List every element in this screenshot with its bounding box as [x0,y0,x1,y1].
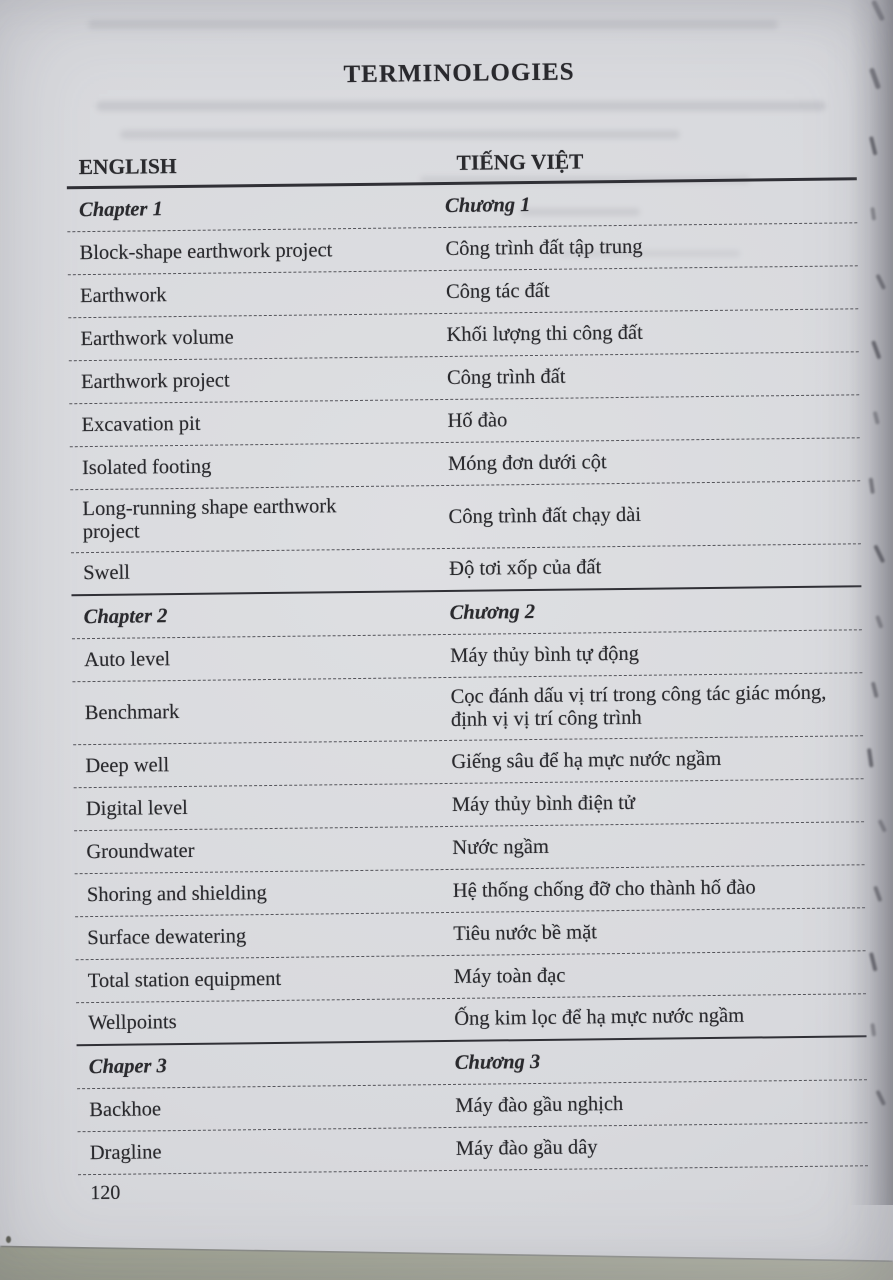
vietnamese-term: Nước ngầm [452,835,550,859]
english-term: Wellpoints [88,1011,177,1035]
vietnamese-term: Hệ thống chống đỡ cho thành hố đào [452,876,756,902]
english-term: Earthwork [79,283,167,307]
english-term: Digital level [85,796,188,820]
english-term: Swell [83,561,131,585]
english-term: Groundwater [86,839,195,863]
english-term: Surface dewatering [87,924,247,949]
vietnamese-term: Chương 2 [449,600,536,624]
vietnamese-term: Giếng sâu để hạ mực nước ngầm [451,747,722,773]
vietnamese-term: Máy thủy bình điện tử [451,791,636,816]
english-term: Benchmark [84,700,180,724]
english-term: Auto level [84,647,171,671]
vietnamese-term: Máy đào gầu dây [455,1135,598,1160]
page-title: TERMINOLOGIES [343,58,575,89]
vietnamese-term: Ống kim lọc để hạ mực nước ngầm [454,1004,745,1030]
english-term: Total station equipment [87,967,282,992]
table-row [70,481,861,553]
page-number: 120 [90,1181,121,1205]
english-term: Chapter 2 [83,604,168,628]
ink-speck [6,1236,11,1243]
english-term: Earthwork volume [80,325,234,350]
vietnamese-term: Độ tơi xốp của đất [449,556,602,580]
english-term: Isolated footing [81,455,212,479]
terminology-table [66,138,868,1175]
vietnamese-term: Tiêu nước bề mặt [453,920,598,945]
vietnamese-term: Công trình đất tập trung [445,235,643,260]
vietnamese-term: Công trình đất [446,365,566,389]
english-term: Long-running shape earthwork project [82,495,337,544]
table-header-english: ENGLISH [78,154,177,180]
english-term: Block-shape earthwork project [79,238,333,264]
english-term: Dragline [89,1140,162,1164]
vietnamese-term: Máy toàn đạc [453,964,566,988]
english-term: Shoring and shielding [86,881,267,906]
vietnamese-term: Chương 3 [454,1050,541,1074]
english-term: Backhoe [89,1097,162,1121]
vietnamese-term: Cọc đánh dấu vị trí trong công tác giác móng, định vị vị trí công trình [450,681,827,731]
vietnamese-term: Hố đào [447,408,508,432]
english-term: Chapter 1 [78,197,163,221]
table-row [72,673,863,745]
vietnamese-term: Chương 1 [444,193,531,217]
vietnamese-term: Công tác đất [445,279,550,303]
vietnamese-term: Máy thủy bình tự động [450,642,640,667]
table-row [78,1123,868,1175]
vietnamese-term: Khối lượng thi công đất [446,321,643,346]
english-term: Chaper 3 [88,1054,167,1078]
english-term: Excavation pit [81,412,201,436]
english-term: Deep well [85,753,170,777]
vietnamese-term: Máy đào gầu nghịch [455,1092,624,1117]
table-header-vietnamese: TIẾNG VIỆT [456,149,584,175]
table-body [67,180,868,1175]
vietnamese-term: Công trình đất chạy dài [448,503,642,528]
vietnamese-term: Móng đơn dưới cột [447,450,607,475]
english-term: Earthwork project [80,368,230,393]
